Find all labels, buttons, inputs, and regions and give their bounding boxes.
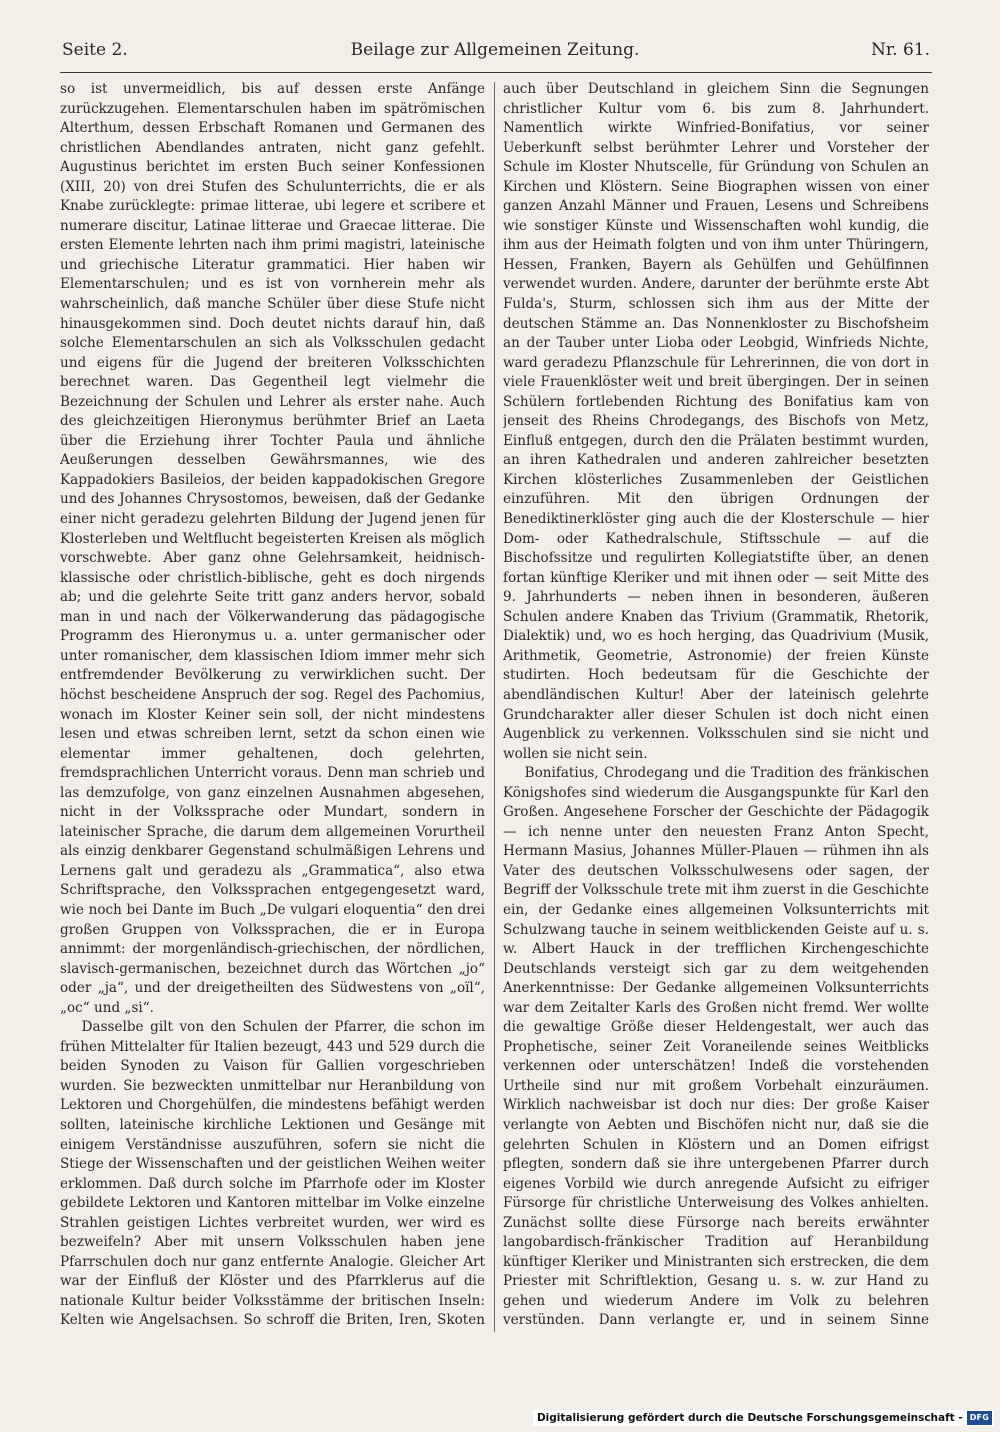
dfg-logo-icon: DFG: [967, 1411, 992, 1425]
paragraph: auch über Deutschland in gleichem Sinn die Segnungen christlicher Kultur vom 6. bis zum 8. Jahrhundert. Namentlich wirkte Winfried-Bonifatius, vor seiner Ueberkunft selbst berühmter Lehrer und Vorsteher der Schule im Kloster Nhutscelle, für Gründung von Schulen an Kirchen und Klöstern. Seine Biographen wissen von einer ganzen Anzahl Männer und Frauen, Lesens und Schreibens wie sonstiger Künste und Wissenschaften wohl kundig, die ihm aus der Heimath folgten und von ihm unter Thüringern, Hessen, Franken, Bayern als Gehülfen und Gehülfinnen verwendet wurden. Andere, darunter der berühmte erste Abt Fulda's, Sturm, schlossen sich ihm aus der Mitte der deutschen Stämme an. Das Nonnenkloster zu Bischofsheim an der Tauber unter Lioba oder Leobgid, Winfrieds Nichte, ward geradezu Pflanzschule für Lehrerinnen, die von dort in viele Frauenklöster weit und breit übergingen. Der in seinen Schülern fortlebenden Richtung des Bonifatius kam von jenseit des Rheins Chrodegangs, des Bischofs von Metz, Einfluß entgegen, durch den die Prälaten bestimmt wurden, an ihren Kathedralen und anderen zahlreicher besetzten Kirchen klösterliches Zusammenleben der Geistlichen einzuführen. Mit den übrigen Ordnungen der Benediktinerklöster ging auch die der Klosterschule — hier Dom- oder Kathedralschule, Stiftsschule — auf die Bischofssitze und regulirten Kollegiatstifte über, an denen fortan künftige Kleriker und mit ihnen oder — seit Mitte des 9. Jahrhunderts — neben ihnen in besonderen, äußeren Schulen andere Knaben das Trivium (Grammatik, Rhetorik, Dialektik) und, wo es hoch herging, das Quadrivium (Musik, Arithmetik, Geometrie, Astronomie) der freien Künste studirten. Hoch bedeutsam für die Geschichte der abendländischen Kultur! Aber der lateinisch gelehrte Grundcharakter aller dieser Schulen ist doch nicht einen Augenblick zu verkennen. Volksschulen sind sie nicht und wollen sie nicht sein.: [503, 81, 929, 762]
page-number: Seite 2.: [62, 40, 128, 60]
right-column: [503, 80, 929, 1332]
left-column: [60, 80, 485, 1332]
credit-text: Digitalisierung gefördert durch die Deutsche Forschungsgemeinschaft -: [536, 1412, 963, 1424]
digitization-credit: [533, 1410, 994, 1426]
paragraph: Bonifatius, Chrodegang und die Tradition des fränkischen Königshofes sind wiederum die Ausgangspunkte für Karl den Großen. Angesehene Forscher der Geschichte der Pädagogik — ich nenne unter den neuesten Franz Anton Specht, Hermann Masius, Johannes Müller-Plauen — rühmen ihn als Vater des deutschen Volksschulwesens oder sagen, der Begriff der Volksschule trete mit ihm zuerst in die Geschichte ein, der Gedanke eines allgemeinen Volksunterrichts mit Schulzwang tauche in seinem weitblickenden Geiste auf u. s. w. Albert Hauck in der trefflichen Kirchengeschichte Deutschlands versteigt sich gar zu dem weitgehenden Anerkenntnisse: Der Gedanke allgemeinen Volksunterrichts war dem Zeitalter Karls des Großen nicht fremd. Wer wollte die gewaltige Größe dieser Heldengestalt, wer auch das Prophetische, seiner Zeit Voraneilende seines Weitblicks verkennen oder unterschätzen! Indeß die vorstehenden Urtheile sind nur mit großem Vorbehalt einzuräumen. Wirklich nachweisbar ist doch nur dies: Der große Kaiser verlangte von Aebten und Bischöfen nicht nur, daß sie die gelehrten Schulen in Klöstern und an Domen eifrigst pflegten, sondern daß sie ihre untergebenen Pfarrer durch eigenes Vorbild wie durch anregende Aufsicht zu eifriger Fürsorge für christliche Unterweisung des Volkes anhielten. Zunächst sollte diese Fürsorge nach bereits erwähnter langobardisch-fränkischer Tradition auf Heranbildung künftiger Kleriker und Ministranten sich erstrecken, die dem Priester mit Schriftlektion, Gesang u. s. w. zur Hand zu gehen und wiederum Andere im Volk zu belehren verstünden. Dann verlangte er, und in seinem Sinne: [503, 765, 929, 1329]
header-rule: [60, 72, 932, 73]
page-header: [60, 34, 930, 62]
issue-number: Nr. 61.: [871, 40, 930, 60]
paragraph: so ist unvermeidlich, bis auf dessen erste Anfänge zurückzugehen. Elementarschulen haben im spätrömischen Alterthum, dessen Erbschaft Romanen und Germanen des christlichen Abendlandes antraten, nicht ganz gefehlt. Augustinus berichtet im ersten Buch seiner Konfessionen (XIII, 20) von drei Stufen des Schulunterrichts, die er als Knabe zurücklegte: primae litterae, ubi legere et scribere et numerare discitur, Latinae litterae und Graecae litterae. Die ersten Elemente lehrten nach ihm primi magistri, lateinische und griechische Literatur grammatici. Hier haben wir Elementarschulen; und es ist von vornherein mehr als wahrscheinlich, daß manche Schüler über diese Stufe nicht hinausgekommen sind. Doch deutet nichts darauf hin, daß solche Elementarschulen an sich als Volksschulen gedacht und eigens für die Jugend der breiteren Volksschichten berechnet waren. Das Gegentheil legt vielmehr die Bezeichnung der Schulen und Lehrer als erster nahe. Auch des gleichzeitigen Hieronymus berühmter Brief an Laeta über die Erziehung ihrer Tochter Paula und ähnliche Aeußerungen desselben Gewährsmannes, wie des Kappadokiers Basileios, der beiden kappadokischen Gregore und des Johannes Chrysostomos, beweisen, daß der Gedanke einer nicht geradezu gelehrten Bildung der Jugend jenen für Klosterleben und Weltflucht begeisterten Kreisen als möglich vorschwebte. Aber ganz ohne Gelehrsamkeit, heidnisch-klassische oder christlich-biblische, geht es doch nirgends ab; und die gelehrte Seite tritt ganz anders hervor, sobald man in und nach der Völkerwanderung das pädagogische Programm des Hieronymus u. a. unter germanischer oder unter romanischer, dem klassischen Idiom immer mehr sich entfremdender Bevölkerung zu verwirklichen sucht. Der höchst bescheidene Anspruch der sog. Regel des Pachomius, wonach im Kloster Keiner sein soll, der nicht mindestens lesen und etwas schreiben lernt, setzt da schon einen wie elementar immer gehaltenen, doch gelehrten, fremdsprachlichen Unterricht voraus. Denn man schrieb und las demzufolge, von ganz einzelnen Ausnahmen abgesehen, nicht in der Volkssprache oder Mundart, sondern in lateinischer Sprache, die darum dem allgemeinen Vorurtheil als einzig denkbarer Gegenstand schulmäßigen Lehrens und Lernens galt und geradezu als „Grammatica“, also etwa Schriftsprache, den Volkssprachen entgegengesetzt ward, wie noch bei Dante im Buch „De vulgari eloquentia“ den drei großen Gruppen von Volkssprachen, die er in Europa annimmt: der morgenländisch-griechischen, der nördlichen, slavisch-germanischen, bezeichnet durch das Wörtchen „jo“ oder „ja“, und der dreigetheilten des Südwestens von „oïl“, „oc“ und „si“.: [60, 81, 485, 1016]
column-divider: [494, 82, 495, 1332]
paragraph: Dasselbe gilt von den Schulen der Pfarrer, die schon im frühen Mittelalter für Italien bezeugt, 443 und 529 durch die beiden Synoden zu Vaison für Gallien vorgeschrieben wurden. Sie bezweckten unmittelbar nur Heranbildung von Lektoren und Chorgehülfen, die mindestens befähigt werden sollten, lateinische kirchliche Lektionen und Gesänge mit einigem Verständnisse auszuführen, sofern sie nicht die Stiege der Wissenschaften und der geistlichen Weihen weiter erklommen. Daß durch solche im Pfarrhofe oder im Kloster gebildete Lektoren und Kantoren mittelbar im Volke einzelne Strahlen geistigen Lichtes verbreitet wurden, wer wird es bezweifeln? Aber mit unsern Volksschulen haben jene Pfarrschulen doch nur ganz entfernte Analogie. Gleicher Art war der Einfluß der Klöster und des Pfarrklerus auf die nationale Kultur beider Volksstämme der britischen Inseln: Kelten wie Angelsachsen. So schroff die Briten, Iren, Skoten: [60, 1019, 485, 1329]
newspaper-title: Beilage zur Allgemeinen Zeitung.: [350, 40, 640, 60]
